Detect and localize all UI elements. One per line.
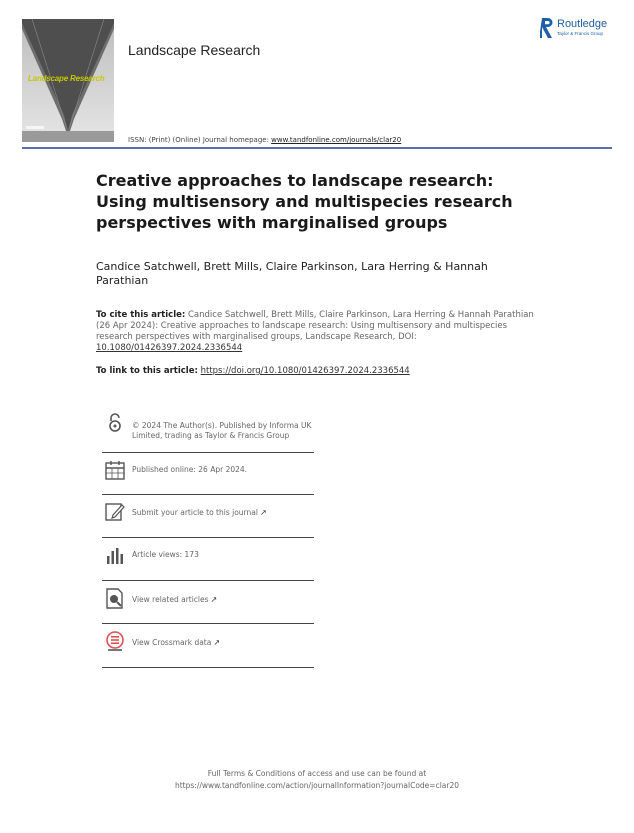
footer — [0, 768, 634, 792]
citation-doi-link[interactable]: 10.1080/01426397.2024.2336544 — [96, 343, 243, 353]
search-document-icon — [104, 587, 126, 609]
journal-name[interactable]: Landscape Research — [128, 42, 261, 58]
submit-row[interactable] — [102, 495, 314, 538]
related-label: View related articles — [132, 595, 209, 604]
bar-chart-icon — [104, 544, 126, 566]
issn-text: ISSN: (Print) (Online) Journal homepage: — [128, 136, 272, 144]
external-link-icon: ↗ — [210, 595, 218, 604]
open-access-icon — [104, 412, 126, 434]
external-link-icon: ↗ — [259, 508, 267, 517]
related-row[interactable] — [102, 581, 314, 624]
license-row — [102, 412, 314, 453]
issn-line — [128, 136, 401, 144]
article-title: Creative approaches to landscape research: Using multisensory and multispecies research perspectives with marginalised groups — [96, 171, 513, 232]
publisher-subtitle: Taylor & Francis Group — [557, 31, 604, 36]
submit-label: Submit your article to this journal — [132, 508, 258, 517]
published-row — [102, 453, 314, 495]
routledge-logo-icon — [540, 17, 554, 39]
views-row — [102, 538, 314, 581]
crossmark-label: View Crossmark data — [132, 638, 212, 647]
publisher-name: Routledge — [557, 18, 608, 30]
journal-homepage-link[interactable]: www.tandfonline.com/journals/clar20 — [271, 136, 402, 144]
header-divider — [22, 147, 612, 149]
footer-terms: Full Terms & Conditions of access and use can be found at — [207, 769, 427, 778]
related-articles-link[interactable] — [132, 595, 217, 605]
crossmark-link[interactable] — [132, 638, 220, 648]
citation-label: To cite this article: — [96, 310, 186, 320]
license-text: © 2024 The Author(s). Published by Informa UK Limited, trading as Taylor & Francis Group — [132, 421, 312, 440]
external-link-icon: ↗ — [213, 638, 221, 647]
footer-url[interactable]: https://www.tandfonline.com/action/journalInformation?journalCode=clar20 — [174, 781, 460, 790]
article-doi-link[interactable]: https://doi.org/10.1080/01426397.2024.2336544 — [200, 366, 410, 376]
published-date: Published online: 26 Apr 2024. — [132, 465, 248, 474]
calendar-icon — [104, 459, 126, 481]
publisher-logo[interactable] — [540, 16, 620, 42]
article-link-label: To link to this article: — [96, 366, 198, 376]
citation-block — [96, 310, 536, 354]
article-authors: Candice Satchwell, Brett Mills, Claire Parkinson, Lara Herring & Hannah Parathian — [96, 260, 488, 287]
citation-text: Candice Satchwell, Brett Mills, Claire Parkinson, Lara Herring & Hannah Parathian (26 Apr 2024): Creative approaches to landscape research: Using multisensory and multispecies research perspectives with marginalised groups, Landscape Research, DOI: — [96, 310, 534, 342]
crossmark-row[interactable] — [102, 624, 314, 668]
journal-cover-image — [22, 19, 114, 142]
edit-pencil-icon — [104, 501, 126, 523]
article-views: Article views: 173 — [132, 550, 199, 559]
crossmark-icon — [104, 630, 126, 652]
cover-title: Landscape Research — [28, 74, 105, 83]
article-link-line — [96, 366, 410, 376]
submit-link[interactable] — [132, 508, 267, 518]
